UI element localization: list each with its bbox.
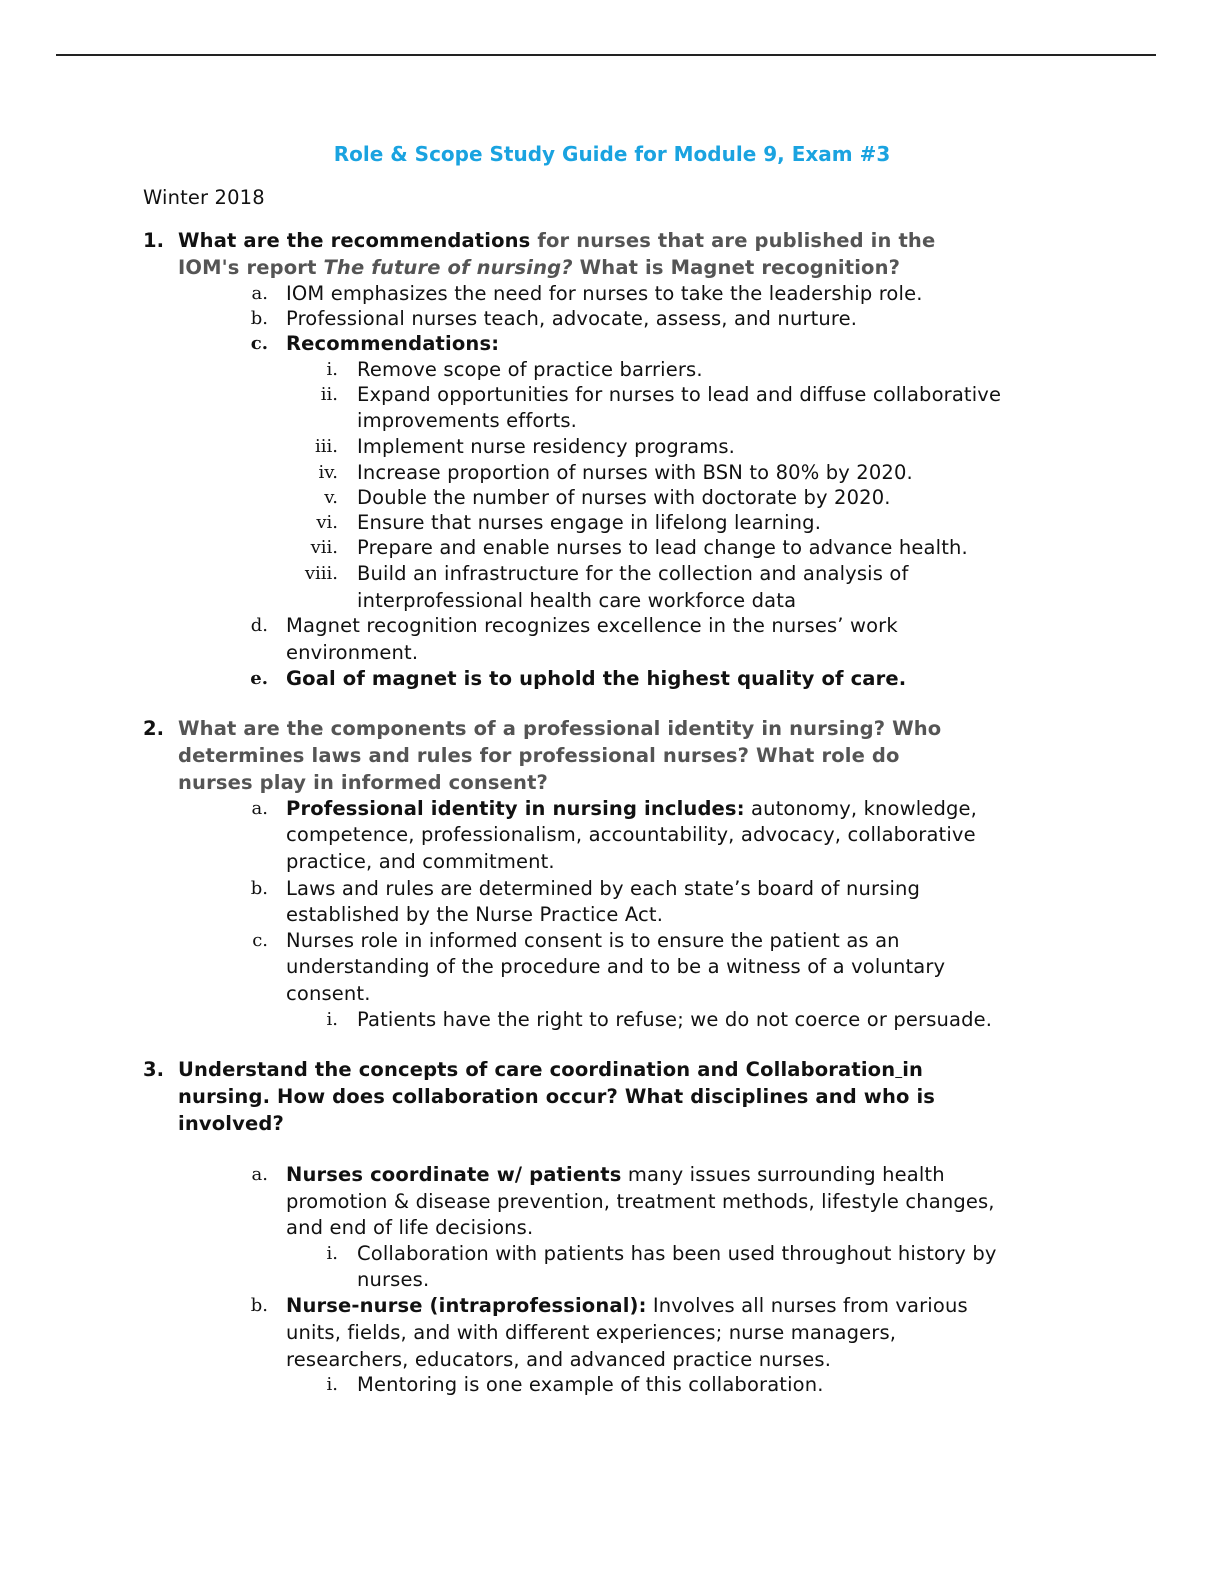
list-item: Increase proportion of nurses with BSN to 80% by 2020.	[357, 461, 913, 484]
list-item: Goal of magnet is to uphold the highest quality of care.	[286, 667, 907, 690]
list-item: Collaboration with patients has been used throughout history by	[357, 1242, 997, 1265]
list-item: Prepare and enable nurses to lead change to advance health.	[357, 536, 968, 559]
question-1-line-1: What are the recommendations for nurses that are published in the	[178, 229, 936, 252]
question-2-number: 2.	[143, 717, 164, 740]
list-marker: a.	[251, 798, 268, 819]
question-2-line-3: nurses play in informed consent?	[178, 771, 549, 794]
list-item: Nurse-nurse (intraprofessional): Involves all nurses from various	[286, 1294, 968, 1317]
list-item: Nurses coordinate w/ patients many issues surrounding health	[286, 1163, 945, 1186]
list-item-continued: promotion & disease prevention, treatment methods, lifestyle changes,	[286, 1190, 995, 1213]
list-item: Double the number of nurses with doctorate by 2020.	[357, 486, 891, 509]
list-marker: c.	[250, 333, 268, 354]
list-marker: viii.	[304, 563, 338, 584]
list-marker: b.	[250, 1295, 268, 1316]
list-item-continued: interprofessional health care workforce data	[357, 589, 797, 612]
question-3-line-1: Understand the concepts of care coordination and Collaboration in	[178, 1058, 924, 1081]
list-item: Expand opportunities for nurses to lead and diffuse collaborative	[357, 383, 1002, 406]
list-item-continued: nurses.	[357, 1268, 430, 1291]
list-item: Build an infrastructure for the collection and analysis of	[357, 562, 909, 585]
list-marker: i.	[326, 1009, 338, 1030]
list-marker: i.	[326, 1243, 338, 1264]
list-marker: iv.	[318, 462, 338, 483]
document-title: Role & Scope Study Guide for Module 9, Exam #3	[333, 142, 891, 166]
question-1-line-2: IOM's report The future of nursing? What is Magnet recognition?	[178, 256, 901, 279]
list-marker: d.	[250, 615, 268, 636]
term-label: Winter 2018	[143, 186, 265, 209]
list-marker: i.	[326, 359, 338, 380]
list-item: Magnet recognition recognizes excellence in the nurses’ work	[286, 614, 898, 637]
question-2-line-1: What are the components of a professional identity in nursing? Who	[178, 717, 942, 740]
list-item-continued: units, fields, and with different experiences; nurse managers,	[286, 1321, 897, 1344]
list-marker: a.	[251, 283, 268, 304]
list-item: Patients have the right to refuse; we do not coerce or persuade.	[357, 1008, 993, 1031]
list-marker: c.	[252, 930, 268, 951]
list-item: Nurses role in informed consent is to ensure the patient as an	[286, 929, 900, 952]
list-item: Professional identity in nursing includes: autonomy, knowledge,	[286, 797, 977, 820]
list-item: IOM emphasizes the need for nurses to take the leadership role.	[286, 282, 923, 305]
list-item: Ensure that nurses engage in lifelong learning.	[357, 511, 822, 534]
list-marker: vii.	[310, 537, 338, 558]
list-marker: ii.	[320, 384, 338, 405]
list-item: Remove scope of practice barriers.	[357, 358, 703, 381]
question-3-line-3: involved?	[178, 1112, 284, 1135]
list-item-continued: improvements efforts.	[357, 409, 578, 432]
list-item: Mentoring is one example of this collaboration.	[357, 1373, 824, 1396]
list-item-continued: consent.	[286, 982, 371, 1005]
list-item-continued: competence, professionalism, accountability, advocacy, collaborative	[286, 823, 976, 846]
list-item-continued: environment.	[286, 641, 419, 664]
list-marker: vi.	[316, 512, 338, 533]
list-item: Laws and rules are determined by each state’s board of nursing	[286, 877, 921, 900]
question-3-number: 3.	[143, 1058, 164, 1081]
list-item: Professional nurses teach, advocate, assess, and nurture.	[286, 307, 858, 330]
question-1-number: 1.	[143, 229, 164, 252]
list-item-continued: researchers, educators, and advanced practice nurses.	[286, 1348, 832, 1371]
list-marker: i.	[326, 1374, 338, 1395]
question-3-line-2: nursing. How does collaboration occur? What disciplines and who is	[178, 1085, 936, 1108]
list-item-continued: practice, and commitment.	[286, 850, 555, 873]
list-marker: a.	[251, 1164, 268, 1185]
list-marker: e.	[250, 668, 268, 689]
list-item-continued: established by the Nurse Practice Act.	[286, 903, 664, 926]
question-2-line-2: determines laws and rules for professional nurses? What role do	[178, 744, 900, 767]
list-item-continued: and end of life decisions.	[286, 1216, 534, 1239]
header-rule	[56, 54, 1156, 56]
list-marker: b.	[250, 878, 268, 899]
list-item-continued: understanding of the procedure and to be a witness of a voluntary	[286, 955, 946, 978]
list-marker: v.	[324, 487, 338, 508]
list-marker: iii.	[315, 436, 338, 457]
recommendations-heading: Recommendations:	[286, 332, 500, 355]
list-marker: b.	[250, 308, 268, 329]
list-item: Implement nurse residency programs.	[357, 435, 736, 458]
